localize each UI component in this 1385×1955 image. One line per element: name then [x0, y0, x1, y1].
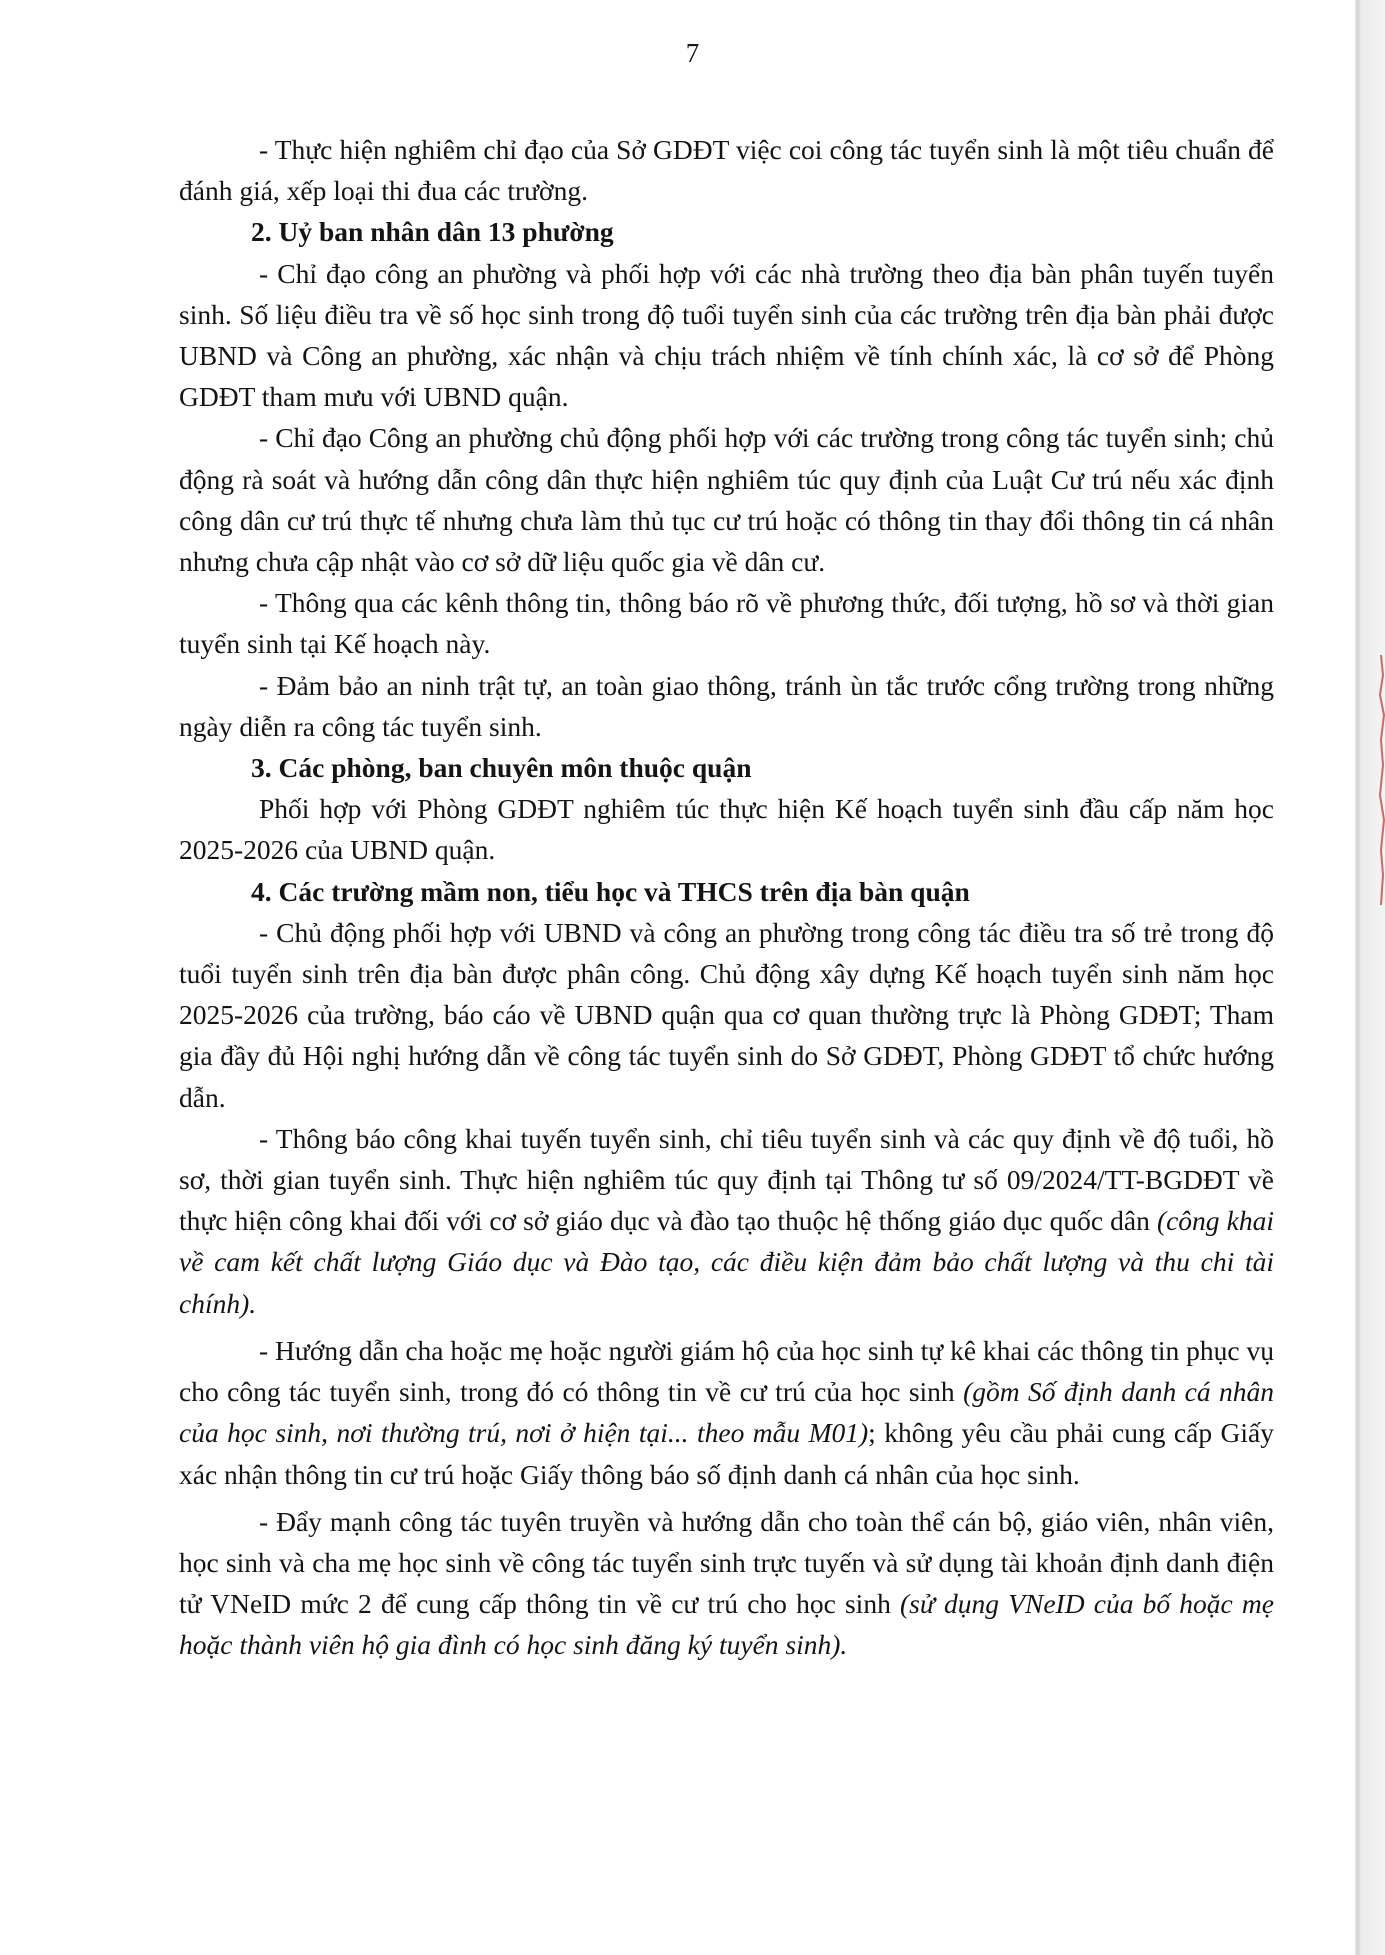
document-body: [179, 129, 1274, 1666]
italic-note: (công khai về cam kết chất lượng Giáo dục và Đào tạo, các điều kiện đảm bảo chất lượng và thu chi tài chính).: [179, 1205, 1274, 1319]
paragraph: - Chỉ đạo công an phường và phối hợp với các nhà trường theo địa bàn phân tuyến tuyển sinh. Số liệu điều tra về số học sinh trong độ tuổi tuyển sinh của các trường trên địa bàn phải được UBND và Công an phường, xác nhận và chịu trách nhiệm về tính chính xác, là cơ sở để Phòng GDĐT tham mưu với UBND quận.: [179, 257, 1274, 413]
paragraph: Phối hợp với Phòng GDĐT nghiêm túc thực hiện Kế hoạch tuyển sinh đầu cấp năm học 2025-2026 của UBND quận.: [179, 793, 1274, 866]
italic-note: (sử dụng VNeID của bố hoặc mẹ hoặc thành viên hộ gia đình có học sinh đăng ký tuyển sinh).: [179, 1588, 1275, 1661]
paragraph: - Chủ động phối hợp với UBND và công an phường trong công tác điều tra số trẻ trong độ tuổi tuyển sinh trên địa bàn được phân công. Chủ động xây dựng Kế hoạch tuyển sinh năm học 2025-2026 của trường, báo cáo về UBND quận qua cơ quan thường trực là Phòng GDĐT; Tham gia đầy đủ Hội nghị hướng dẫn về công tác tuyển sinh do Sở GDĐT, Phòng GDĐT tổ chức hướng dẫn.: [179, 916, 1274, 1113]
paragraph: - Thực hiện nghiêm chỉ đạo của Sở GDĐT việc coi công tác tuyển sinh là một tiêu chuẩn để đánh giá, xếp loại thi đua các trường.: [179, 134, 1274, 207]
paragraph: - Đảm bảo an ninh trật tự, an toàn giao thông, tránh ùn tắc trước cổng trường trong những ngày diễn ra công tác tuyển sinh.: [179, 669, 1274, 742]
red-seal-edge: [1375, 655, 1385, 905]
page-number: 7: [685, 38, 700, 68]
paragraph: - Chỉ đạo Công an phường chủ động phối hợp với các trường trong công tác tuyển sinh; chủ động rà soát và hướng dẫn công dân thực hiện nghiêm túc quy định của Luật Cư trú nếu xác định công dân cư trú thực tế nhưng chưa làm thủ tục cư trú hoặc có thông tin thay đổi thông tin cá nhân nhưng chưa cập nhật vào cơ sở dữ liệu quốc gia về dân cư.: [179, 422, 1274, 578]
section-heading: 3. Các phòng, ban chuyên môn thuộc quận: [251, 752, 752, 784]
italic-note: (gồm Số định danh cá nhân của học sinh, nơi thường trú, nơi ở hiện tại... theo mẫu M01): [179, 1376, 1274, 1449]
section-heading: 2. Uỷ ban nhân dân 13 phường: [251, 216, 614, 248]
paragraph: - Thông qua các kênh thông tin, thông báo rõ về phương thức, đối tượng, hồ sơ và thời gian tuyển sinh tại Kế hoạch này.: [179, 587, 1274, 660]
paragraph: - Thông báo công khai tuyến tuyển sinh, chỉ tiêu tuyển sinh và các quy định về độ tuổi, hồ sơ, thời gian tuyển sinh. Thực hiện nghiêm túc quy định tại Thông tư số 09/2024/TT-BGDĐT về thực hiện công khai đối với cơ sở giáo dục và đào tạo thuộc hệ thống giáo dục quốc dân (công khai về cam kết chất lượng Giáo dục và Đào tạo, các điều kiện đảm bảo chất lượng và thu chi tài chính).: [179, 1122, 1274, 1319]
paragraph: - Đẩy mạnh công tác tuyên truyền và hướng dẫn cho toàn thể cán bộ, giáo viên, nhân viên, học sinh và cha mẹ học sinh về công tác tuyển sinh trực tuyến và sử dụng tài khoản định danh điện tử VNeID mức 2 để cung cấp thông tin về cư trú cho học sinh (sử dụng VNeID của bố hoặc mẹ hoặc thành viên hộ gia đình có học sinh đăng ký tuyển sinh).: [179, 1505, 1275, 1661]
paragraph: - Hướng dẫn cha hoặc mẹ hoặc người giám hộ của học sinh tự kê khai các thông tin phục vụ cho công tác tuyển sinh, trong đó có thông tin về cư trú của học sinh (gồm Số định danh cá nhân của học sinh, nơi thường trú, nơi ở hiện tại... theo mẫu M01); không yêu cầu phải cung cấp Giấy xác nhận thông tin cư trú hoặc Giấy thông báo số định danh cá nhân của học sinh.: [179, 1334, 1274, 1490]
section-heading: 4. Các trường mầm non, tiểu học và THCS trên địa bàn quận: [251, 875, 970, 907]
page-edge-shadow: [1355, 0, 1385, 1955]
